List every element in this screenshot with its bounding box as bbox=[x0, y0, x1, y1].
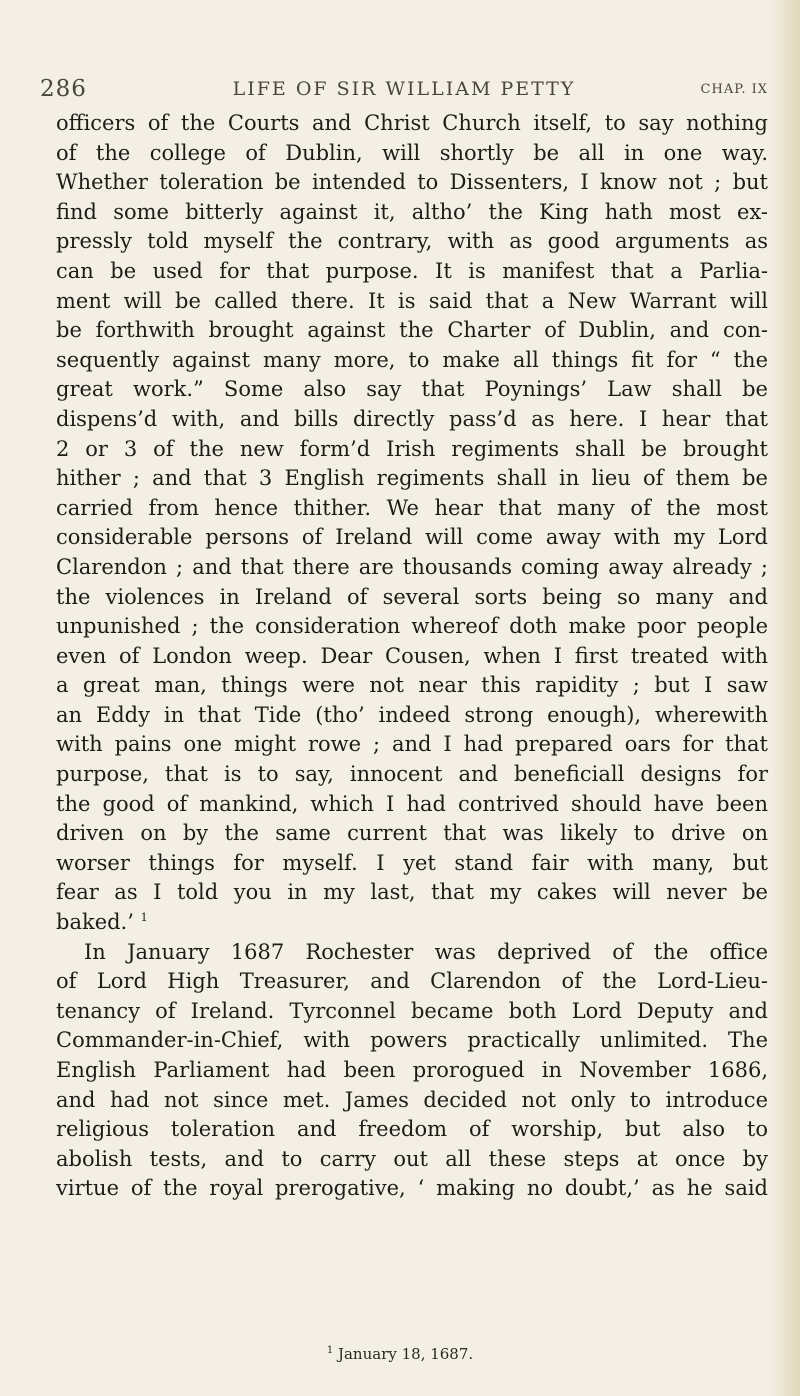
text-line: an Eddy in that Tide (tho’ indeed strong enough), wherewith bbox=[56, 702, 768, 727]
text-line: the good of mankind, which I had contrived should have been bbox=[56, 791, 768, 816]
text-line: Commander-in-Chief, with powers practically unlimited. The bbox=[56, 1028, 768, 1053]
text-line: and had not since met. James decided not only to introduce bbox=[56, 1087, 768, 1112]
text-line: the violences in Ireland of several sorts being so many and bbox=[56, 584, 768, 609]
text-line: of Lord High Treasurer, and Clarendon of the Lord-Lieu- bbox=[56, 969, 768, 994]
text-line: virtue of the royal prerogative, ‘ making no doubt,’ as he said bbox=[56, 1176, 768, 1201]
paragraph-narrative bbox=[56, 938, 768, 1204]
page-number: 286 bbox=[40, 76, 87, 102]
text-line: Clarendon ; and that there are thousands coming away already ; bbox=[56, 554, 768, 579]
text-line: worser things for myself. I yet stand fair with many, but bbox=[56, 850, 768, 875]
text-line: sequently against many more, to make all things fit for “ the bbox=[56, 347, 768, 372]
text-line: hither ; and that 3 English regiments shall in lieu of them be bbox=[56, 466, 768, 491]
text-line: considerable persons of Ireland will come away with my Lord bbox=[56, 525, 768, 550]
text-line: Whether toleration be intended to Dissenters, I know not ; but bbox=[56, 170, 768, 195]
text-line: be forthwith brought against the Charter of Dublin, and con- bbox=[56, 318, 768, 343]
text-line: of the college of Dublin, will shortly be all in one way. bbox=[56, 140, 768, 165]
text-line: driven on by the same current that was likely to drive on bbox=[56, 821, 768, 846]
paragraph-end-text: baked.’ bbox=[56, 910, 134, 935]
body-text bbox=[56, 109, 768, 1204]
footnote bbox=[0, 1345, 800, 1363]
text-line: purpose, that is to say, innocent and beneficiall designs for bbox=[56, 762, 768, 787]
text-line: can be used for that purpose. It is manifest that a Parlia- bbox=[56, 258, 768, 283]
text-line: 2 or 3 of the new form’d Irish regiments shall be brought bbox=[56, 436, 768, 461]
page-edge-shadow bbox=[770, 0, 800, 1396]
chapter-label: CHAP. IX bbox=[700, 82, 768, 97]
text-line: unpunished ; the consideration whereof doth make poor people bbox=[56, 614, 768, 639]
footnote-text: January 18, 1687. bbox=[337, 1345, 474, 1363]
text-line: with pains one might rowe ; and I had prepared oars for that bbox=[56, 732, 768, 757]
text-line: pressly told myself the contrary, with as good arguments as bbox=[56, 229, 768, 254]
text-line: great work.” Some also say that Poynings’ Law shall be bbox=[56, 377, 768, 402]
text-line: dispens’d with, and bills directly pass’d as here. I hear that bbox=[56, 406, 768, 431]
text-line: religious toleration and freedom of worship, but also to bbox=[56, 1117, 768, 1142]
text-line: English Parliament had been prorogued in November 1686, bbox=[56, 1058, 768, 1082]
text-line: fear as I told you in my last, that my cakes will never be bbox=[56, 880, 768, 905]
text-line: even of London weep. Dear Cousen, when I first treated with bbox=[56, 643, 768, 668]
text-line: ment will be called there. It is said that a New Warrant will bbox=[56, 288, 768, 313]
text-line-end bbox=[56, 908, 768, 938]
footnote-marker: 1 bbox=[326, 1345, 334, 1356]
text-line: officers of the Courts and Christ Church itself, to say nothing bbox=[56, 111, 768, 135]
text-line: In January 1687 Rochester was deprived of the office bbox=[84, 939, 768, 964]
text-line: a great man, things were not near this rapidity ; but I saw bbox=[56, 673, 768, 698]
text-line: carried from hence thither. We hear that many of the most bbox=[56, 495, 768, 520]
paragraph-letter-quote bbox=[56, 109, 768, 938]
running-head bbox=[40, 76, 768, 108]
running-title: LIFE OF SIR WILLIAM PETTY bbox=[232, 78, 576, 100]
text-line: abolish tests, and to carry out all these steps at once by bbox=[56, 1146, 768, 1171]
footnote-reference: 1 bbox=[140, 911, 148, 925]
text-line: tenancy of Ireland. Tyrconnel became both Lord Deputy and bbox=[56, 998, 768, 1023]
text-line: find some bitterly against it, altho’ the King hath most ex- bbox=[56, 199, 768, 224]
